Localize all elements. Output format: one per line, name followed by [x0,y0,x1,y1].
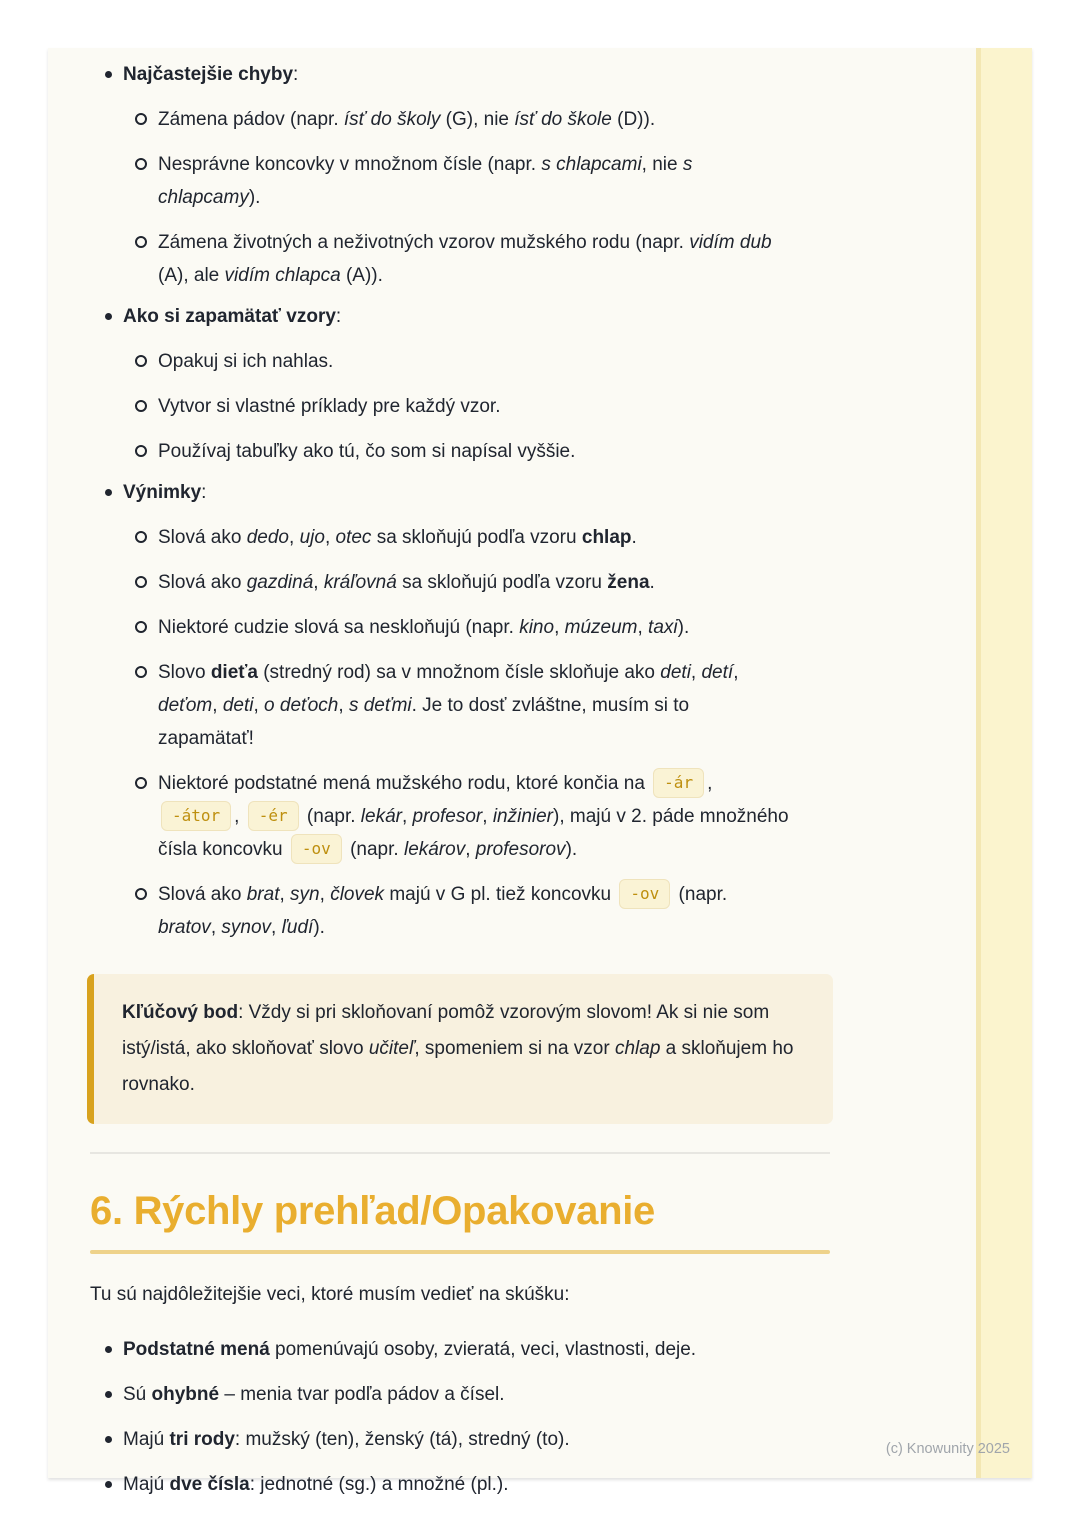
text-segment: deti [222,695,254,716]
text-segment: : [201,482,207,503]
bullet-icon [105,1391,112,1398]
note-section-row [90,300,790,333]
text-segment: s chlapcamy [158,154,693,208]
note-subitem [135,435,790,468]
text-segment: detí [701,662,734,683]
text-segment: profesor [412,806,483,827]
suffix-badge: -ár [653,768,704,798]
text-segment: o deťoch [264,695,339,716]
bullet-icon [105,1346,112,1353]
text-segment: ), majú v 2. páde množného čísla koncovku [158,806,789,860]
text-segment: , [733,662,739,683]
text-segment: : Vždy si pri skloňovaní pomôž vzorovým slovom! Ak si nie som istý/istá, ako skloňovať slovo [122,1002,770,1059]
bullet-icon [105,1481,112,1488]
suffix-badge: -ér [248,801,299,831]
text-segment: – menia tvar podľa pádov a čísel. [219,1384,505,1405]
text-segment: , [690,662,702,683]
text-segment: Zámena životných a neživotných vzorov mužského rodu (napr. [158,232,690,253]
text-segment: (napr. [301,806,361,827]
text-segment: Používaj tabuľky ako tú, čo som si napísal vyššie. [158,441,576,462]
text-segment: , [482,806,493,827]
note-section-title [123,476,790,509]
text-segment: Niektoré cudzie slová sa neskloňujú (napr. [158,617,520,638]
text-segment: učiteľ [368,1038,415,1059]
text-segment: profesorov [475,839,566,860]
document-page [48,48,1032,1495]
key-point-text [122,995,805,1103]
text-segment: , [253,695,265,716]
key-point-callout [87,974,833,1124]
text-segment: , [212,695,223,716]
note-subitem-text [158,390,790,423]
note-section-row [90,58,790,91]
note-subitem-text [158,566,790,599]
circle-bullet-icon [135,777,147,789]
text-segment: syn [290,884,320,905]
note-section [90,58,790,292]
note-subitem-text [158,878,790,944]
text-segment: ohybné [151,1384,220,1405]
text-segment: . Je to dosť zvláštne, musím si to zapamätať! [158,695,690,749]
text-segment: , nie [641,154,683,175]
note-subitem-text [158,611,790,644]
text-segment: sa skloňujú podľa vzoru [396,572,608,593]
summary-item [90,1333,790,1366]
note-subitem [135,345,790,378]
text-segment: Najčastejšie chyby [123,64,294,85]
summary-item-text [123,1378,790,1411]
text-segment: ísť do škole [514,109,612,130]
text-segment: majú v G pl. tiež koncovku [384,884,617,905]
text-segment: , [338,695,349,716]
circle-bullet-icon [135,888,147,900]
text-segment: , [313,572,324,593]
text-segment: (stredný rod) sa v množnom čísle skloňuje ako [257,662,661,683]
heading-underline [90,1250,830,1254]
text-segment: ). [248,187,261,208]
study-notes-list [90,58,790,944]
note-subitem-text [158,521,790,554]
text-segment: kráľovná [323,572,397,593]
text-segment: , [637,617,649,638]
text-segment: bratov [158,917,211,938]
note-subitem [135,103,790,136]
text-segment: (napr. [673,884,728,905]
text-segment: (napr. [344,839,404,860]
circle-bullet-icon [135,666,147,678]
suffix-badge: -ov [619,879,670,909]
text-segment: lekárov [403,839,466,860]
text-segment: , [319,884,331,905]
text-segment: , spomeniem si na vzor [414,1038,615,1059]
summary-item-text [123,1468,790,1501]
note-subitem [135,566,790,599]
text-segment: Niektoré podstatné mená mužského rodu, ktoré končia na [158,773,651,794]
text-segment: dve čísla [169,1474,250,1495]
section-divider [90,1152,830,1154]
note-subitem-text [158,103,790,136]
text-segment: chlap [581,527,632,548]
circle-bullet-icon [135,236,147,248]
note-subitem [135,226,790,292]
text-segment: , [210,917,222,938]
text-segment: Slovo [158,662,211,683]
circle-bullet-icon [135,531,147,543]
note-subitem-text [158,656,790,755]
text-segment: , [554,617,565,638]
note-subitem-text [158,226,790,292]
text-segment: Ako si zapamätať vzory [123,306,336,327]
text-segment: , [401,806,413,827]
summary-item-text [123,1333,790,1366]
text-segment: gazdiná [246,572,314,593]
text-segment: chlap [614,1038,661,1059]
text-segment: Opakuj si ich nahlas. [158,351,334,372]
text-segment: Kľúčový bod [122,1002,239,1023]
bullet-icon [105,313,112,320]
text-segment: ). [565,839,578,860]
note-subitems [135,345,790,468]
text-segment: lekár [360,806,402,827]
note-subitem [135,767,790,866]
suffix-badge: -ov [291,834,342,864]
text-segment: múzeum [564,617,638,638]
summary-list [90,1333,790,1501]
text-segment: , [707,773,713,794]
text-segment: , [289,527,300,548]
text-segment: ujo [299,527,325,548]
note-subitem [135,878,790,944]
text-segment: vidím dub [689,232,772,253]
text-segment: Zámena pádov (napr. [158,109,344,130]
circle-bullet-icon [135,400,147,412]
text-segment: . [631,527,637,548]
text-segment: , [279,884,291,905]
text-segment: otec [335,527,372,548]
text-segment: (G), nie [440,109,515,130]
text-segment: : [335,306,342,327]
note-section [90,476,790,944]
text-segment: žena [607,572,650,593]
summary-item-text [123,1423,790,1456]
text-segment: človek [330,884,385,905]
text-segment: s deťmi [348,695,412,716]
summary-item [90,1378,790,1411]
circle-bullet-icon [135,445,147,457]
text-segment: a skloňujem ho rovnako. [122,1038,794,1095]
circle-bullet-icon [135,113,147,125]
summary-item [90,1468,790,1501]
note-subitem-text [158,435,790,468]
watermark: (c) Knowunity 2025 [885,1441,1010,1457]
bullet-icon [105,489,112,496]
text-segment: brat [246,884,280,905]
text-segment: ľudí [281,917,314,938]
note-subitems [135,521,790,944]
text-segment: , [271,917,282,938]
text-segment: (D)). [611,109,656,130]
note-subitem-text [158,767,790,866]
text-segment: ). [677,617,690,638]
text-segment: Slová ako [158,572,247,593]
text-segment: inžinier [492,806,554,827]
text-segment: Majú [123,1429,170,1450]
section-heading: 6. Rýchly prehľad/Opakovanie [90,1189,655,1233]
bullet-icon [105,71,112,78]
text-segment: : mužský (ten), ženský (tá), stredný (to). [234,1429,570,1450]
document-content [90,58,794,1513]
right-margin-stripe [976,48,1032,1478]
text-segment: Slová ako [158,884,247,905]
note-subitem [135,656,790,755]
text-segment: ). [313,917,325,938]
suffix-badge: -átor [161,801,231,831]
text-segment: Podstatné mená [123,1339,270,1360]
bullet-icon [105,1436,112,1443]
text-segment: Majú [123,1474,170,1495]
text-segment: , [465,839,476,860]
text-segment: : jednotné (sg.) a množné (pl.). [249,1474,509,1495]
text-segment: Výnimky [123,482,202,503]
note-section-title [123,58,790,91]
note-subitem [135,390,790,423]
circle-bullet-icon [135,355,147,367]
note-section-title [123,300,790,333]
text-segment: vidím chlapca [224,265,341,286]
note-subitem-text [158,345,790,378]
circle-bullet-icon [135,158,147,170]
note-section [90,300,790,468]
text-segment: , [234,806,245,827]
intro-paragraph: Tu sú najdôležitejšie veci, ktoré musím vedieť na skúšku: [90,1284,570,1305]
note-subitem [135,521,790,554]
text-segment: ísť do školy [343,109,441,130]
circle-bullet-icon [135,576,147,588]
text-segment: : [293,64,299,85]
text-segment: (A)). [340,265,383,286]
text-segment: (A), ale [158,265,225,286]
text-segment: dedo [246,527,290,548]
text-segment: dieťa [210,662,258,683]
text-segment: Vytvor si vlastné príklady pre každý vzor. [158,396,501,417]
text-segment: s chlapcami [541,154,642,175]
note-subitem [135,611,790,644]
text-segment: , [324,527,336,548]
text-segment: deti [660,662,691,683]
text-segment: pomenúvajú osoby, zvieratá, veci, vlastnosti, deje. [269,1339,697,1360]
text-segment: taxi [648,617,678,638]
text-segment: Sú [123,1384,152,1405]
circle-bullet-icon [135,621,147,633]
note-subitems [135,103,790,292]
text-segment: synov [221,917,272,938]
summary-item [90,1423,790,1456]
text-segment: . [649,572,655,593]
text-segment: sa skloňujú podľa vzoru [371,527,582,548]
text-segment: tri rody [169,1429,235,1450]
text-segment: kino [519,617,555,638]
text-segment: deťom [158,695,213,716]
note-subitem [135,148,790,214]
text-segment: Slová ako [158,527,247,548]
note-section-row [90,476,790,509]
text-segment: Nesprávne koncovky v množnom čísle (napr. [158,154,542,175]
note-subitem-text [158,148,790,214]
